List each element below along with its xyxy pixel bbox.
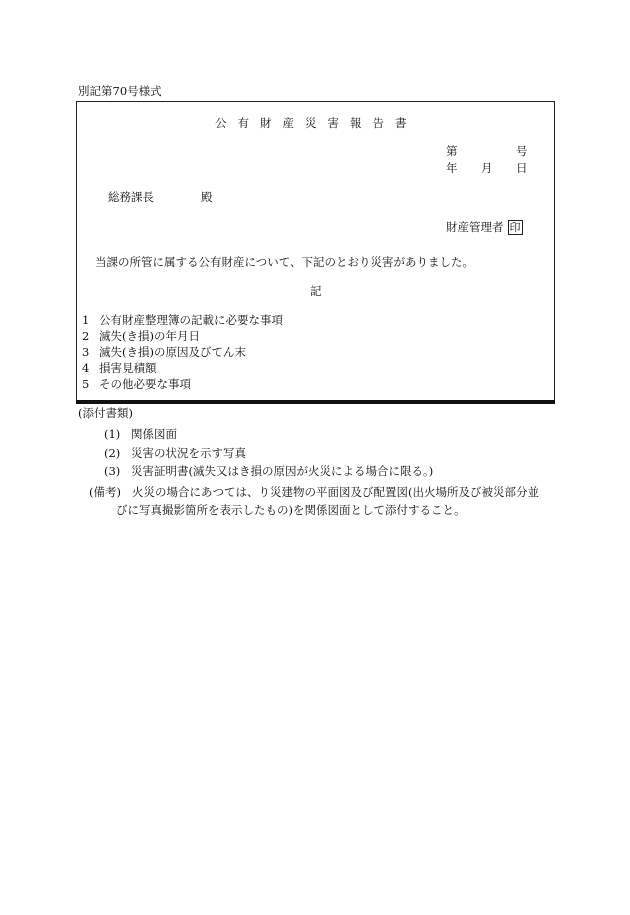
item-number: 1 bbox=[82, 313, 90, 327]
attachments-heading: (添付書類) bbox=[78, 406, 133, 420]
addressee-name: 総務課長 bbox=[108, 190, 154, 204]
date-day: 日 bbox=[516, 161, 528, 175]
sender-line bbox=[446, 220, 523, 235]
remarks-line-1: 火災の場合にあつては、り災建物の平面図及び配置図(出火場所及び被災部分並 bbox=[132, 485, 539, 499]
remarks-line-2: びに写真撮影箇所を表示したもの)を関係図面として添付すること。 bbox=[116, 503, 466, 517]
number-suffix: 号 bbox=[516, 144, 528, 158]
seal-mark: 印 bbox=[509, 221, 521, 234]
ki-heading: 記 bbox=[310, 284, 322, 298]
list-item bbox=[82, 347, 246, 359]
item-number: 2 bbox=[82, 329, 90, 343]
list-item bbox=[82, 315, 283, 327]
addressee-honorific: 殿 bbox=[201, 190, 213, 204]
item-number: 4 bbox=[82, 361, 90, 375]
attachment-number: (1) bbox=[104, 427, 121, 441]
attachment-text: 災害の状況を示す写真 bbox=[131, 446, 246, 460]
sender-label: 財産管理者 bbox=[446, 220, 504, 234]
item-number: 5 bbox=[82, 377, 90, 391]
item-text: その他必要な事項 bbox=[99, 377, 191, 391]
item-text: 滅失(き損)の年月日 bbox=[99, 329, 200, 343]
list-item bbox=[82, 331, 200, 343]
form-title: 公有財産災害報告書 bbox=[215, 116, 418, 130]
date-year: 年 bbox=[446, 161, 458, 175]
form-bottom-border bbox=[76, 400, 555, 404]
attachment-text: 関係図面 bbox=[131, 427, 177, 441]
item-text: 滅失(き損)の原因及びてん末 bbox=[99, 345, 246, 359]
attachment-number: (2) bbox=[104, 446, 121, 460]
form-label: 別記第70号様式 bbox=[78, 84, 162, 98]
item-text: 損害見積額 bbox=[99, 361, 157, 375]
number-prefix: 第 bbox=[446, 144, 458, 158]
list-item bbox=[82, 363, 157, 375]
attachment-item bbox=[104, 429, 177, 441]
item-text: 公有財産整理簿の記載に必要な事項 bbox=[99, 313, 283, 327]
attachment-text: 災害証明書(滅失又はき損の原因が火災による場合に限る。) bbox=[131, 464, 434, 478]
remarks-label: (備考) bbox=[89, 485, 121, 499]
list-item bbox=[82, 379, 191, 391]
attachment-item bbox=[104, 466, 433, 478]
date-month: 月 bbox=[481, 161, 493, 175]
attachment-item bbox=[104, 448, 246, 460]
body-text: 当課の所管に属する公有財産について、下記のとおり災害がありました。 bbox=[95, 255, 475, 269]
attachment-number: (3) bbox=[104, 464, 121, 478]
item-number: 3 bbox=[82, 345, 90, 359]
